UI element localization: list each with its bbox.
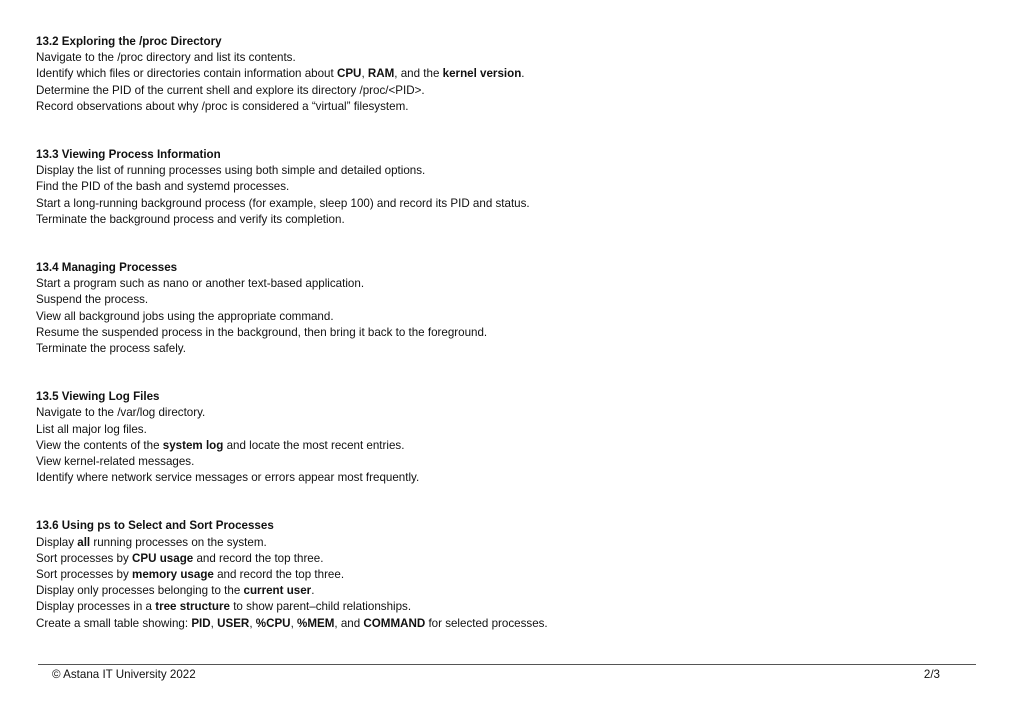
section-title: 13.6 Using ps to Select and Sort Processes bbox=[36, 519, 274, 533]
text-segment: Start a long-running background process (for example, sleep 100) and record its PID and status. bbox=[36, 196, 530, 210]
text-segment: Navigate to the /proc directory and list its contents. bbox=[36, 51, 296, 65]
section-title: 13.2 Exploring the /proc Directory bbox=[36, 35, 222, 48]
text-segment: for selected processes. bbox=[425, 616, 548, 630]
bold-term: kernel version bbox=[442, 67, 522, 81]
text-segment: Suspend the process. bbox=[36, 293, 149, 307]
instruction-line bbox=[36, 50, 976, 66]
text-segment: Display bbox=[36, 535, 78, 549]
instruction-line bbox=[36, 405, 976, 421]
text-segment: Terminate the process safely. bbox=[36, 342, 186, 356]
text-segment: to show parent–child relationships. bbox=[229, 600, 412, 614]
text-segment: , and bbox=[334, 616, 364, 630]
instruction-line bbox=[36, 179, 976, 195]
text-segment: View all background jobs using the appropriate command. bbox=[36, 309, 334, 323]
instruction-line bbox=[36, 196, 976, 212]
bold-term: USER bbox=[217, 616, 250, 630]
instruction-line bbox=[36, 454, 976, 470]
text-segment: running processes on the system. bbox=[90, 535, 267, 549]
text-segment: Sort processes by bbox=[36, 551, 133, 565]
instruction-line bbox=[36, 583, 976, 599]
section bbox=[36, 260, 976, 357]
document-body bbox=[36, 34, 976, 632]
text-segment: Display only processes belonging to the bbox=[36, 584, 244, 598]
footer-copyright: © Astana IT University 2022 bbox=[52, 668, 196, 681]
section bbox=[36, 34, 976, 115]
instruction-line bbox=[36, 325, 976, 341]
instruction-line bbox=[36, 66, 976, 82]
bold-term: memory usage bbox=[132, 568, 214, 582]
instruction-line bbox=[36, 99, 976, 115]
text-segment: Create a small table showing: bbox=[36, 616, 192, 630]
text-segment: View the contents of the bbox=[36, 438, 163, 452]
section bbox=[36, 147, 976, 228]
section-title: 13.5 Viewing Log Files bbox=[36, 390, 160, 404]
bold-term: PID bbox=[191, 616, 211, 630]
instruction-line bbox=[36, 309, 976, 325]
section bbox=[36, 389, 976, 486]
text-segment: Identify which files or directories contain information about bbox=[36, 67, 337, 81]
text-segment: Find the PID of the bash and systemd processes. bbox=[36, 180, 290, 194]
bold-term: current user bbox=[243, 584, 312, 598]
section-title: 13.4 Managing Processes bbox=[36, 261, 178, 275]
instruction-line bbox=[36, 163, 976, 179]
footer-divider bbox=[38, 664, 976, 665]
bold-term: all bbox=[77, 535, 91, 549]
bold-term: %CPU bbox=[255, 616, 291, 630]
text-segment: , and the bbox=[394, 67, 443, 81]
text-segment: Record observations about why /proc is considered a “virtual” filesystem. bbox=[36, 99, 409, 113]
text-segment: . bbox=[521, 67, 525, 81]
text-segment: and record the top three. bbox=[193, 551, 324, 565]
text-segment: and locate the most recent entries. bbox=[223, 438, 405, 452]
bold-term: tree structure bbox=[155, 600, 230, 614]
page-number: 2/3 bbox=[923, 668, 940, 681]
bold-term: system log bbox=[162, 438, 224, 452]
bold-term: %MEM bbox=[297, 616, 335, 630]
text-segment: Display processes in a bbox=[36, 600, 156, 614]
text-segment: Sort processes by bbox=[36, 568, 133, 582]
text-segment: Display the list of running processes using both simple and detailed options. bbox=[36, 164, 426, 178]
text-segment: and record the top three. bbox=[213, 568, 345, 582]
bold-term: CPU bbox=[336, 67, 362, 81]
instruction-line bbox=[36, 83, 976, 99]
bold-term: RAM bbox=[367, 67, 395, 81]
instruction-line bbox=[36, 535, 976, 551]
instruction-line bbox=[36, 470, 976, 486]
instruction-line bbox=[36, 422, 976, 438]
instruction-line bbox=[36, 616, 976, 632]
instruction-line bbox=[36, 599, 976, 615]
text-segment: , bbox=[210, 616, 218, 630]
instruction-line bbox=[36, 276, 976, 292]
instruction-line bbox=[36, 438, 976, 454]
text-segment: , bbox=[361, 67, 368, 81]
section bbox=[36, 518, 976, 631]
text-segment: List all major log files. bbox=[36, 422, 147, 436]
instruction-line bbox=[36, 551, 976, 567]
text-segment: . bbox=[311, 584, 315, 598]
instruction-line bbox=[36, 567, 976, 583]
bold-term: COMMAND bbox=[363, 616, 426, 630]
text-segment: View kernel-related messages. bbox=[36, 455, 195, 469]
section-title: 13.3 Viewing Process Information bbox=[36, 148, 221, 162]
text-segment: Identify where network service messages or errors appear most frequently. bbox=[36, 471, 420, 485]
text-segment: Determine the PID of the current shell and explore its directory /proc/<PID>. bbox=[36, 83, 425, 97]
instruction-line bbox=[36, 212, 976, 228]
text-segment: , bbox=[290, 616, 298, 630]
text-segment: , bbox=[249, 616, 256, 630]
bold-term: CPU usage bbox=[132, 551, 194, 565]
instruction-line bbox=[36, 341, 976, 357]
text-segment: Start a program such as nano or another text-based application. bbox=[36, 277, 365, 291]
instruction-line bbox=[36, 292, 976, 308]
text-segment: Navigate to the /var/log directory. bbox=[36, 406, 206, 420]
text-segment: Terminate the background process and verify its completion. bbox=[36, 212, 345, 226]
text-segment: Resume the suspended process in the background, then bring it back to the foreground. bbox=[36, 325, 488, 339]
